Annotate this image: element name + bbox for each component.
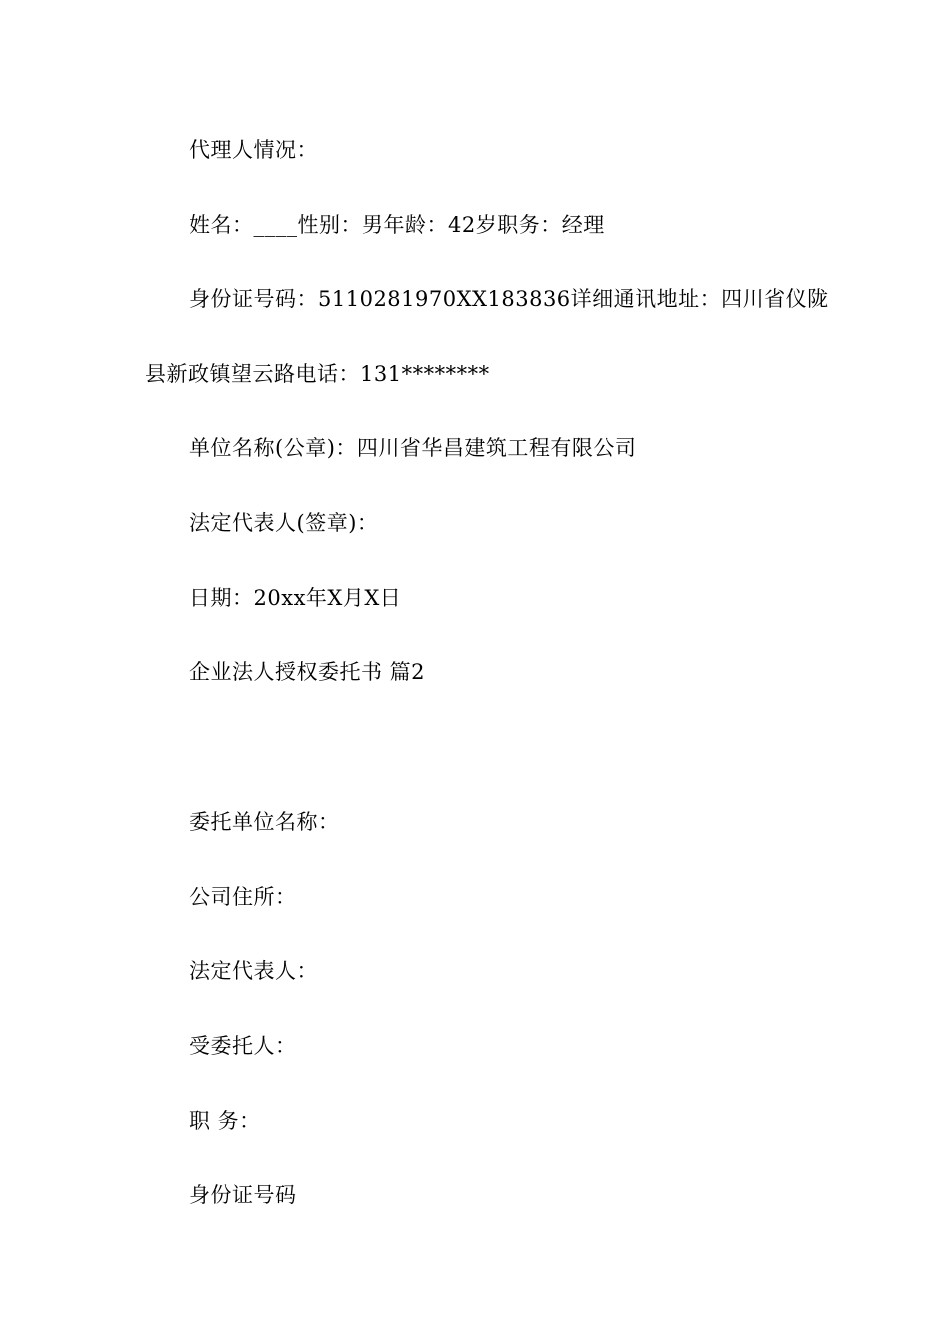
- agent-info-heading: 代理人情况：: [189, 138, 318, 162]
- date-line: 日期：20xx年X月X日: [189, 586, 402, 610]
- agent-id-address: 身份证号码：5110281970XX183836详细通讯地址：四川省仪陇: [189, 287, 829, 311]
- trustee: 受委托人：: [189, 1034, 297, 1058]
- legal-representative-signature: 法定代表人(签章)：: [189, 511, 379, 535]
- id-number: 身份证号码: [189, 1183, 297, 1207]
- unit-name: 单位名称(公章)：四川省华昌建筑工程有限公司: [189, 436, 637, 460]
- legal-representative: 法定代表人：: [189, 959, 318, 983]
- agent-basic-info: 姓名：____性别：男年龄：42岁职务：经理: [189, 213, 605, 237]
- section-title: 企业法人授权委托书 篇2: [189, 660, 426, 684]
- company-address: 公司住所：: [189, 885, 297, 909]
- position: 职 务：: [189, 1109, 261, 1133]
- agent-address-phone: 县新政镇望云路电话：131********: [145, 362, 490, 386]
- entrusting-unit-name: 委托单位名称：: [189, 810, 340, 834]
